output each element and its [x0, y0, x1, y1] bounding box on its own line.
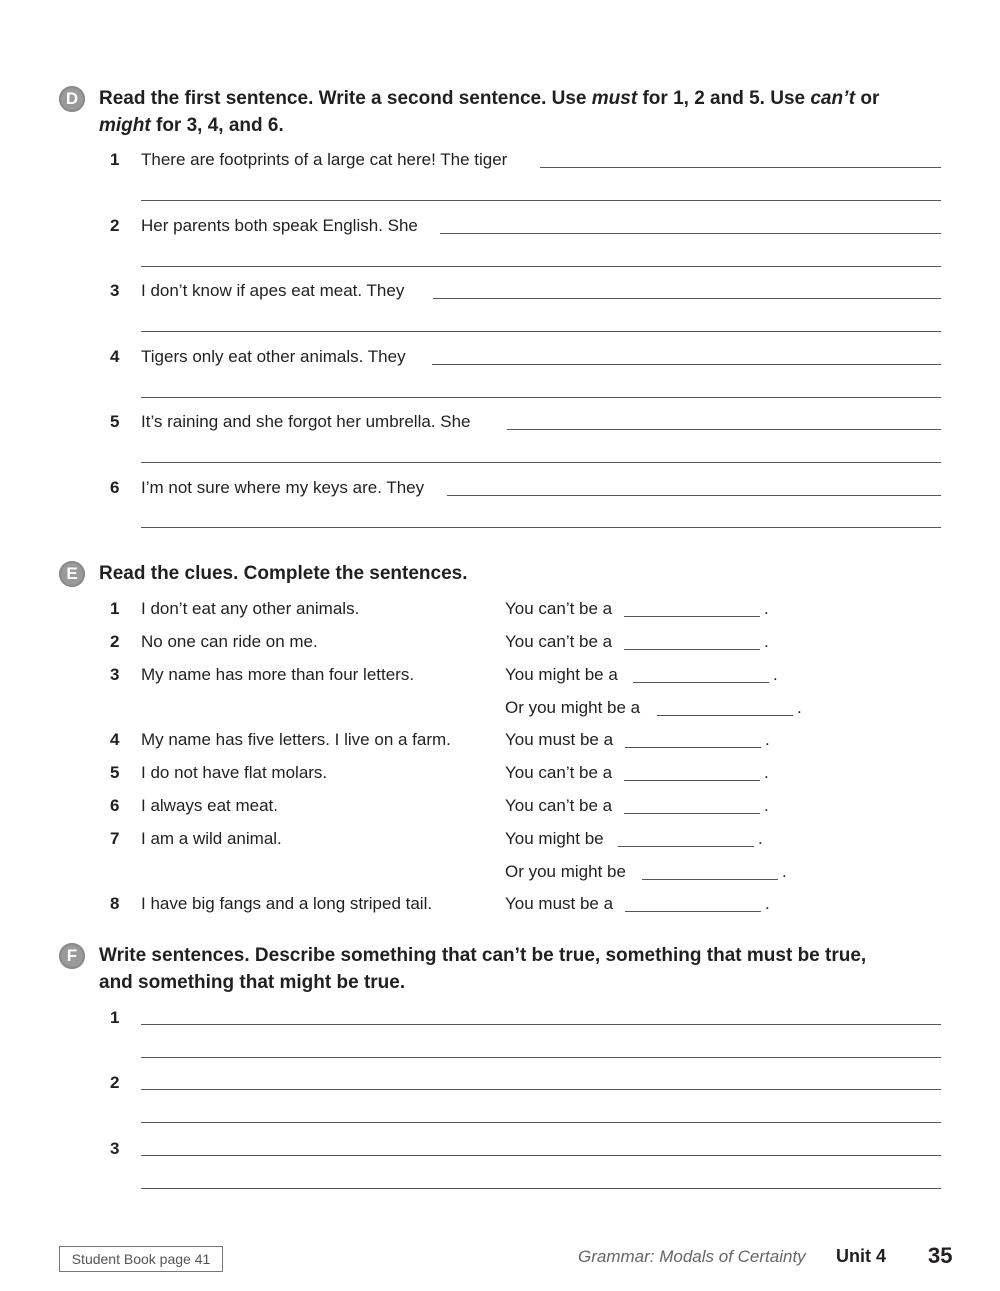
d-answer-line[interactable]	[141, 200, 941, 201]
e-period: .	[764, 763, 769, 782]
e-answer-line[interactable]	[642, 879, 778, 880]
section-e-instruction: Read the clues. Complete the sentences.	[99, 563, 468, 584]
e-answer-line[interactable]	[657, 715, 793, 716]
d-answer-line[interactable]	[507, 429, 941, 430]
e-clue: No one can ride on me.	[141, 632, 318, 651]
e-answer-prompt: You can’t be a	[505, 763, 613, 782]
footer-unit: Unit 4	[836, 1246, 887, 1266]
e-item-number: 7	[110, 829, 120, 848]
d-answer-line[interactable]	[447, 495, 941, 496]
e-item-number: 8	[110, 894, 120, 913]
e-clue: I am a wild animal.	[141, 829, 282, 848]
footer-title: Grammar: Modals of Certainty	[578, 1247, 806, 1266]
d-item-prompt: I’m not sure where my keys are. They	[141, 478, 425, 497]
e-clue: I do not have flat molars.	[141, 763, 328, 782]
e-item-number: 2	[110, 632, 120, 651]
e-answer-prompt: You can’t be a	[505, 796, 613, 815]
instr-must: must	[591, 88, 638, 109]
e-answer-line[interactable]	[624, 780, 760, 781]
d-answer-line[interactable]	[141, 462, 941, 463]
d-item-prompt: Her parents both speak English. She	[141, 216, 418, 235]
instr-line: Write sentences. Describe something that can’t be true, something that must be true,	[99, 945, 867, 966]
d-item-prompt: It’s raining and she forgot her umbrella. She	[141, 412, 471, 431]
section-d-badge: D	[59, 86, 85, 112]
d-answer-line[interactable]	[141, 397, 941, 398]
instr-part: Read the first sentence. Write a second sentence. Use	[99, 88, 592, 109]
e-answer-line[interactable]	[618, 846, 754, 847]
f-answer-line[interactable]	[141, 1188, 941, 1189]
d-answer-line[interactable]	[432, 364, 941, 365]
d-answer-line[interactable]	[440, 233, 941, 234]
e-item-number: 6	[110, 796, 120, 815]
e-answer-line[interactable]	[625, 747, 761, 748]
instr-might: might	[99, 115, 151, 136]
e-period: .	[797, 698, 802, 717]
e-answer-prompt: You must be a	[505, 730, 614, 749]
e-answer-prompt: Or you might be	[505, 862, 626, 881]
d-answer-line[interactable]	[141, 527, 941, 528]
d-item-number: 4	[110, 347, 120, 366]
e-clue: My name has more than four letters.	[141, 665, 415, 684]
e-item-number: 5	[110, 763, 120, 782]
e-answer-line[interactable]	[624, 649, 760, 650]
instr-line: and something that might be true.	[99, 972, 406, 993]
instr-part: or	[855, 88, 880, 109]
e-clue: I don’t eat any other animals.	[141, 599, 360, 618]
e-period: .	[764, 796, 769, 815]
d-answer-line[interactable]	[141, 266, 941, 267]
instr-part: for 1, 2 and 5. Use	[637, 88, 811, 109]
e-clue: I always eat meat.	[141, 796, 279, 815]
f-answer-line[interactable]	[141, 1057, 941, 1058]
e-answer-prompt: You must be a	[505, 894, 614, 913]
section-f-badge: F	[59, 943, 85, 969]
e-period: .	[782, 862, 787, 881]
instr-cant: can’t	[810, 88, 856, 109]
f-item-number: 1	[110, 1008, 120, 1027]
f-answer-line[interactable]	[141, 1122, 941, 1123]
e-answer-line[interactable]	[633, 682, 769, 683]
student-book-reference: Student Book page 41	[59, 1246, 223, 1272]
section-d-instruction	[99, 85, 959, 139]
f-item-number: 3	[110, 1139, 120, 1158]
e-answer-prompt: You can’t be a	[505, 599, 613, 618]
e-period: .	[765, 730, 770, 749]
e-clue: My name has five letters. I live on a farm.	[141, 730, 451, 749]
e-answer-prompt: You can’t be a	[505, 632, 613, 651]
e-answer-prompt: You might be a	[505, 665, 618, 684]
d-answer-line[interactable]	[433, 298, 941, 299]
d-item-number: 1	[110, 150, 120, 169]
e-clue: I have big fangs and a long striped tail.	[141, 894, 433, 913]
d-item-prompt: I don’t know if apes eat meat. They	[141, 281, 405, 300]
e-item-number: 3	[110, 665, 120, 684]
page-number: 35	[928, 1243, 953, 1268]
e-answer-line[interactable]	[624, 616, 760, 617]
f-answer-line[interactable]	[141, 1089, 941, 1090]
e-item-number: 1	[110, 599, 120, 618]
d-answer-line[interactable]	[141, 331, 941, 332]
e-answer-line[interactable]	[624, 813, 760, 814]
e-period: .	[764, 632, 769, 651]
d-answer-line[interactable]	[540, 167, 941, 168]
e-period: .	[773, 665, 778, 684]
e-answer-prompt: Or you might be a	[505, 698, 641, 717]
d-item-number: 6	[110, 478, 120, 497]
instr-part: for 3, 4, and 6.	[150, 115, 284, 136]
section-f-instruction	[99, 942, 979, 996]
f-answer-line[interactable]	[141, 1155, 941, 1156]
d-item-prompt: There are footprints of a large cat here! The tiger	[141, 150, 508, 169]
e-period: .	[765, 894, 770, 913]
d-item-number: 3	[110, 281, 120, 300]
d-item-prompt: Tigers only eat other animals. They	[141, 347, 406, 366]
f-item-number: 2	[110, 1073, 120, 1092]
e-item-number: 4	[110, 730, 120, 749]
section-e-badge: E	[59, 561, 85, 587]
e-period: .	[764, 599, 769, 618]
d-item-number: 5	[110, 412, 120, 431]
d-item-number: 2	[110, 216, 120, 235]
e-period: .	[758, 829, 763, 848]
e-answer-prompt: You might be	[505, 829, 604, 848]
f-answer-line[interactable]	[141, 1024, 941, 1025]
e-answer-line[interactable]	[625, 911, 761, 912]
